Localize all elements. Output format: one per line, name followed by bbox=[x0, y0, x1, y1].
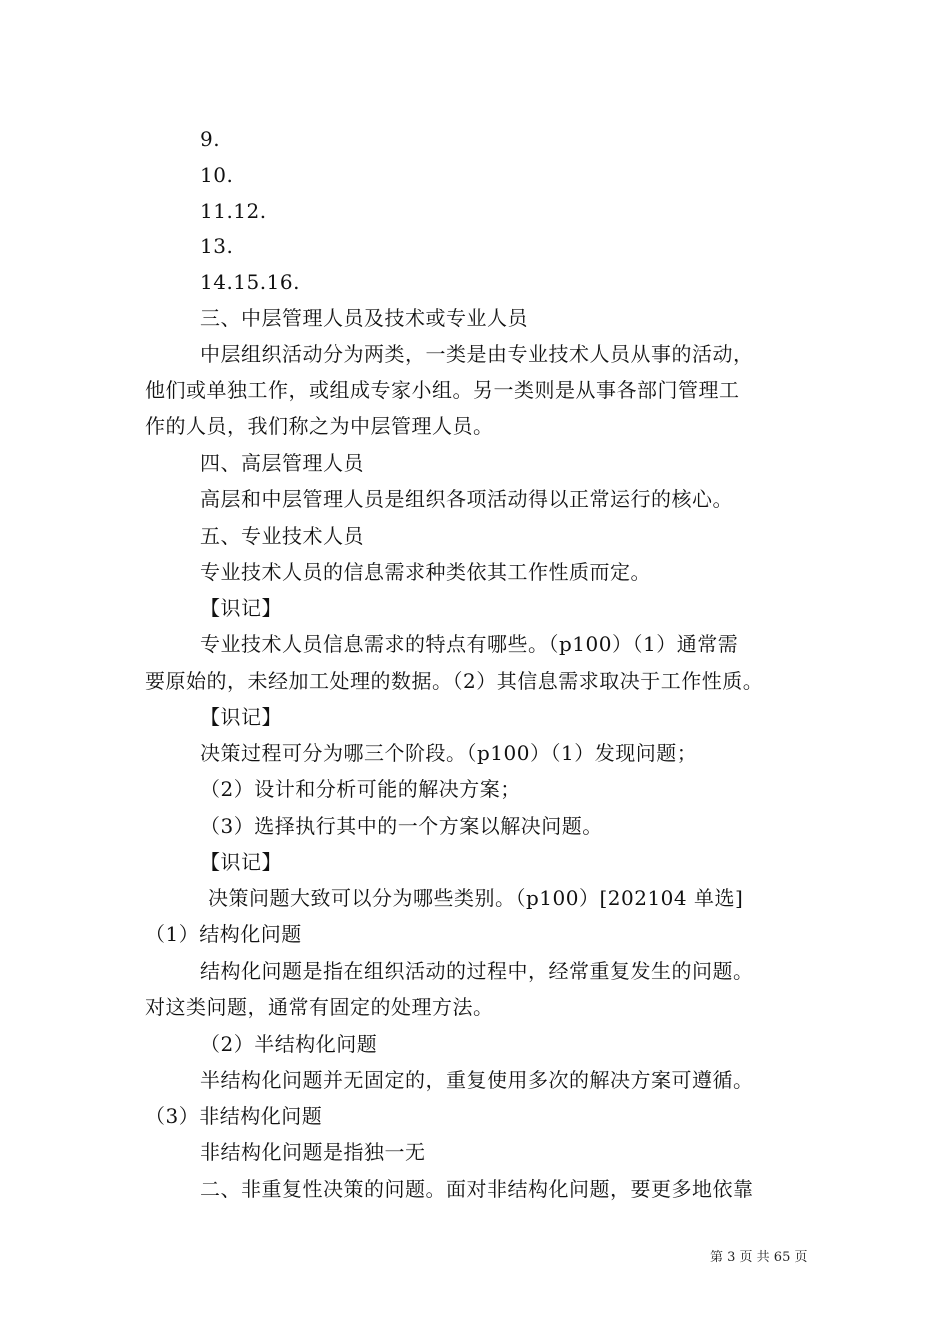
text-line-5: 14.15.16. bbox=[200, 270, 300, 294]
section-heading-5: 五、专业技术人员 bbox=[200, 524, 364, 548]
section-heading-3: 三、中层管理人员及技术或专业人员 bbox=[200, 306, 528, 330]
text-line-13: 专业技术人员的信息需求种类依其工作性质而定。 bbox=[200, 560, 651, 584]
text-line-24: 结构化问题是指在组织活动的过程中，经常重复发生的问题。 bbox=[200, 959, 754, 983]
text-line-7: 中层组织活动分为两类，一类是由专业技术人员从事的活动， bbox=[200, 342, 754, 366]
text-line-27: 半结构化问题并无固定的，重复使用多次的解决方案可遵循。 bbox=[200, 1068, 754, 1092]
text-line-28: （3）非结构化问题 bbox=[145, 1104, 323, 1128]
text-line-4: 13. bbox=[200, 234, 234, 258]
text-line-25: 对这类问题，通常有固定的处理方法。 bbox=[145, 995, 494, 1019]
text-line-11: 高层和中层管理人员是组织各项活动得以正常运行的核心。 bbox=[200, 487, 733, 511]
text-line-23: （1）结构化问题 bbox=[145, 922, 302, 946]
memorize-tag-1: 【识记】 bbox=[200, 596, 282, 620]
text-line-8: 他们或单独工作，或组成专家小组。另一类则是从事各部门管理工 bbox=[145, 378, 740, 402]
text-line-19: （2）设计和分析可能的解决方案； bbox=[200, 777, 521, 801]
text-line-26: （2）半结构化问题 bbox=[200, 1032, 378, 1056]
text-line-30: 二、非重复性决策的问题。面对非结构化问题，要更多地依靠 bbox=[200, 1177, 754, 1201]
text-line-1: 9. bbox=[200, 127, 221, 151]
text-line-29: 非结构化问题是指独一无 bbox=[200, 1140, 426, 1164]
memorize-tag-2: 【识记】 bbox=[200, 705, 282, 729]
page-number-footer: 第 3 页 共 65 页 bbox=[710, 1250, 808, 1265]
text-line-18: 决策过程可分为哪三个阶段。（p100）（1）发现问题； bbox=[200, 741, 698, 765]
memorize-tag-3: 【识记】 bbox=[200, 850, 282, 874]
text-line-2: 10. bbox=[200, 163, 234, 187]
text-line-22: 决策问题大致可以分为哪些类别。（p100）[202104 单选] bbox=[208, 886, 744, 910]
text-line-20: （3）选择执行其中的一个方案以解决问题。 bbox=[200, 814, 603, 838]
text-line-9: 作的人员，我们称之为中层管理人员。 bbox=[145, 414, 494, 438]
text-line-15: 专业技术人员信息需求的特点有哪些。（p100）（1）通常需 bbox=[200, 632, 739, 656]
section-heading-4: 四、高层管理人员 bbox=[200, 451, 364, 475]
text-line-3: 11.12. bbox=[200, 199, 267, 223]
text-line-16: 要原始的，未经加工处理的数据。（2）其信息需求取决于工作性质。 bbox=[145, 669, 764, 693]
